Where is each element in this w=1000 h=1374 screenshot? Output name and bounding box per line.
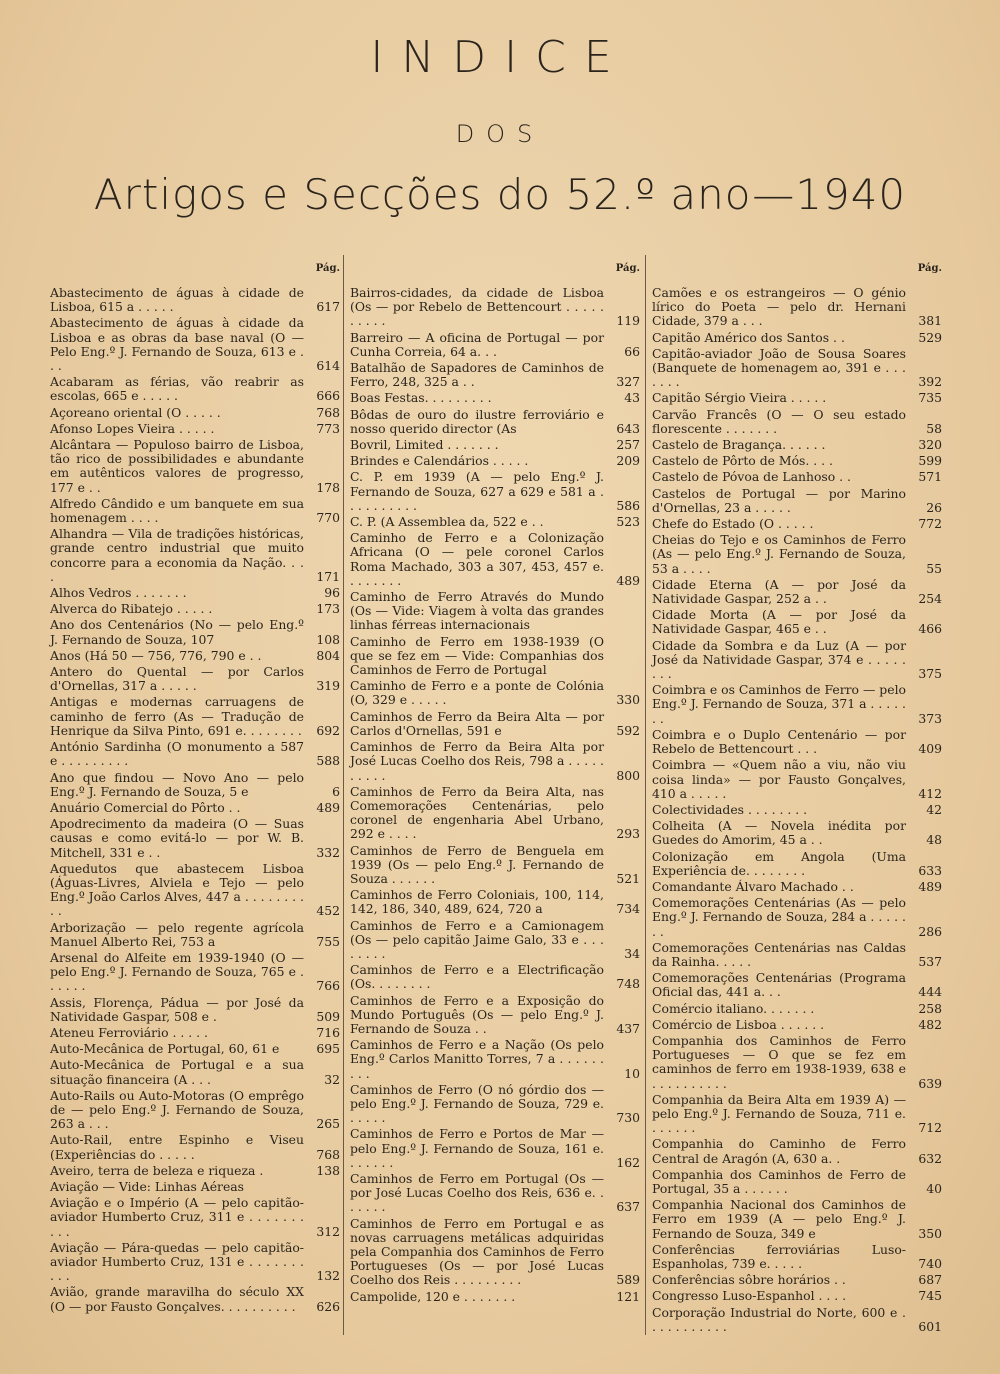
index-entry [652,347,942,390]
index-entry [652,331,942,345]
index-entry [652,1198,942,1241]
entry-page: 529 [918,329,942,345]
entry-page: 633 [918,862,942,878]
entry-text: Caminhos de Ferro da Beira Alta por José Lucas Coelho dos Reis, 798 a . . . . . . . . . . [350,739,604,783]
index-entry [652,683,942,726]
entry-page: 586 [616,497,640,513]
entry-text: Caminhos de Ferro e a Nação (Os pelo Eng.º Carlos Manitto Torres, 7 a . . . . . . . . . [350,1037,604,1081]
entry-text: Barreiro — A oficina de Portugal — por Cunha Correia, 64 a. . . [350,329,604,359]
index-subtitle: DOS [455,120,545,148]
index-entry [350,679,640,707]
index-entry [652,408,942,436]
entry-text: Capitão Américo dos Santos . . [652,329,845,345]
entry-text: Comércio de Lisboa . . . . . . [652,1016,825,1032]
index-entry [652,758,942,801]
entry-page: 32 [324,1071,340,1087]
entry-page: 537 [918,953,942,969]
entry-text: Alcântara — Populoso bairro de Lisboa, tão rico de possibilidades e abundante em autênticos valores de progresso, 177 e . . [50,437,304,495]
index-heading: Artigos e Secções do 52.º ano—1940 [93,170,907,219]
entry-page: 6 [332,783,340,799]
entry-page: 171 [316,568,340,584]
entry-page: 632 [918,1150,942,1166]
entry-page: 412 [918,785,942,801]
entry-text: Brindes e Calendários . . . . . [350,453,529,469]
entry-page: 489 [316,799,340,815]
entry-page: 770 [316,510,340,526]
entry-text: Caminhos de Ferro e a Electrificação (Os. . . . . . . . [350,962,604,992]
entry-page: 350 [918,1225,942,1241]
entry-page: 626 [316,1298,340,1314]
index-entry [50,406,340,420]
index-entry [50,618,340,646]
entry-text: Cidade Morta (A — por José da Natividade Gaspar, 465 e . . [652,607,906,637]
entry-text: Coimbra e o Duplo Centenário — por Rebelo de Bettencourt . . . [652,726,906,757]
entry-page: 687 [918,1272,942,1288]
entry-page: 26 [926,499,942,515]
index-entry [350,1290,640,1304]
entry-text: Caminhos de Ferro (O nó górdio dos — pelo Eng.º J. Fernando de Souza, 729 e. . . . . . [350,1081,604,1126]
entry-page: 571 [918,469,942,485]
entry-page: 132 [316,1268,340,1284]
entry-text: Abastecimento de águas à cidade da Lisboa e as obras da base naval (O — Pelo Eng.º J. Fernando de Souza, 613 e . . . [50,315,304,374]
entry-page: 768 [316,1146,340,1162]
entry-text: Caminhos de Ferro e Portos de Mar — pelo Eng.º J. Fernando de Souza, 161 e. . . . . . . [350,1126,604,1170]
index-column-2 [350,262,640,1306]
index-entry [350,888,640,916]
entry-text: Caminho de Ferro e a ponte de Colónia (O, 329 e . . . . . [350,678,604,708]
index-entry [652,1273,942,1287]
index-entry [50,771,340,799]
entry-text: Aviação e o Império (A — pelo capitão-aviador Humberto Cruz, 311 e . . . . . . . . . . [50,1195,304,1239]
entry-text: Cheias do Tejo e os Caminhos de Ferro (As — pelo Eng.º J. Fernando de Souza, 53 a . . . . [652,532,906,576]
index-entry [652,578,942,606]
entry-text: Auto-Mecânica de Portugal, 60, 61 e [50,1041,280,1057]
index-entry [652,1306,942,1334]
entry-page: 409 [918,741,942,757]
entry-page: 588 [316,753,340,769]
index-entry [652,819,942,847]
index-entry [350,1083,640,1126]
entry-text: Comemorações Centenárias (As — pelo Eng.º J. Fernando de Souza, 284 a . . . . . . . [652,895,906,939]
entry-page: 521 [616,870,640,886]
index-entry [50,1133,340,1161]
entry-text: Auto-Rails ou Auto-Motoras (O emprêgo de — pelo Eng.º J. Fernando de Souza, 263 a . . . [50,1087,304,1132]
entry-page: 773 [316,420,340,436]
entry-text: Acabaram as férias, vão reabrir as escolas, 665 e . . . . . [50,374,304,404]
entry-page: 734 [616,901,640,917]
index-entry [652,639,942,682]
entry-text: Comemorações Centenárias (Programa Oficial das, 441 a. . . [652,970,906,1000]
entry-page: 666 [316,388,340,404]
entry-text: Congresso Luso-Espanhol . . . . [652,1288,847,1304]
index-entry [350,286,640,329]
entry-text: Caminhos de Ferro Coloniais, 100, 114, 142, 186, 340, 489, 624, 720 a [350,887,604,917]
entry-text: Apodrecimento da madeira (O — Suas causas e como evitá-lo — por W. B. Mitchell, 331 e . . [50,816,304,860]
entry-page: 444 [918,984,942,1000]
entry-text: Caminhos de Ferro e a Exposição do Mundo Português (Os — pelo Eng.º J. Fernando de Souza . . [350,992,604,1036]
entry-page: 173 [316,601,340,617]
index-entry [652,728,942,756]
index-entry [652,1093,942,1136]
index-entry [50,1058,340,1086]
index-entry [50,921,340,949]
entry-page: 692 [316,722,340,738]
entry-page: 740 [918,1256,942,1271]
index-entry [652,286,942,329]
entry-page: 509 [316,1008,340,1024]
entry-text: Caminhos de Ferro da Beira Alta — por Carlos d'Ornellas, 591 e [350,708,604,738]
index-entry [350,740,640,783]
page-column-label: Pág. [615,263,640,274]
entry-text: C. P. (A Assemblea da, 522 e . . [350,514,544,530]
entry-page: 768 [316,404,340,420]
entry-page: 58 [926,420,942,436]
index-entry [652,1243,942,1271]
entry-page: 254 [918,591,942,607]
entry-text: Companhia do Caminho de Ferro Central de Aragón (A, 630 a. . [652,1136,906,1166]
entry-page: 437 [616,1020,640,1036]
entry-page: 745 [918,1288,942,1304]
index-entry [50,1196,340,1239]
index-entry [50,649,340,663]
entry-text: Carvão Francês (O — O seu estado florescente . . . . . . . [652,406,906,436]
index-entry [50,286,340,314]
entry-text: Arsenal do Alfeite em 1939-1940 (O — pelo Eng.º J. Fernando de Souza, 765 e . . . . . . [50,949,304,994]
index-entry [350,844,640,887]
entry-text: Companhia dos Caminhos de Ferro Portugueses — O que se fez em caminhos de ferro em 1938-1939, 638 e . . . . . . . . . . [652,1032,906,1091]
index-entry [350,361,640,389]
entry-page: 42 [926,801,942,817]
entry-text: Conferências sôbre horários . . [652,1272,846,1288]
entry-text: Caminho de Ferro em 1938-1939 (O que se fez em — Vide: Companhias dos Caminhos de Ferro de Portugal [350,633,604,678]
entry-text: Castelo de Bragança. . . . . . [652,437,826,453]
index-entry [50,951,340,994]
entry-text: Castelo de Póvoa de Lanhoso . . [652,469,851,485]
entry-text: Castelos de Portugal — por Marino d'Ornellas, 23 a . . . . . [652,485,906,515]
index-entry [50,438,340,495]
entry-page: 772 [918,516,942,532]
entry-text: Caminhos de Ferro da Beira Alta, nas Comemorações Centenárias, pelo coronel de engenharia Abel Urbano, 292 e . . . . [350,783,604,842]
entry-page: 312 [316,1223,340,1239]
entry-page: 178 [316,479,340,495]
entry-text: Auto-Rail, entre Espinho e Viseu (Experiências do . . . . . [50,1132,304,1162]
entry-text: Aveiro, terra de beleza e riqueza . [50,1162,264,1178]
entry-page: 639 [918,1075,942,1091]
entry-page: 108 [316,631,340,647]
index-entry [50,316,340,373]
entry-text: Caminho de Ferro e a Colonização Africana (O — pele coronel Carlos Roma Machado, 303 a 307, 453, 457 e. . . . . . . . [350,530,604,588]
index-entry [350,438,640,452]
page-column-label: Pág. [315,263,340,274]
index-entry [350,994,640,1037]
index-entry [350,785,640,842]
index-entry [350,391,640,405]
index-entry [652,1018,942,1032]
entry-page: 589 [616,1272,640,1288]
entry-page: 452 [316,903,340,919]
entry-text: Aviação — Vide: Linhas Aéreas [50,1178,245,1194]
index-entry [350,1038,640,1081]
column-divider [343,255,344,1335]
entry-text: António Sardinha (O monumento a 587 e . . . . . . . . . [50,739,304,769]
entry-page: 643 [616,420,640,436]
entry-text: Chefe do Estado (O . . . . . [652,516,814,532]
index-entry [50,1180,340,1194]
index-entry [50,602,340,616]
entry-page: 34 [624,945,640,961]
index-entry [50,497,340,525]
index-entry [652,1168,942,1196]
entry-text: Afonso Lopes Vieira . . . . . [50,420,215,436]
entry-text: Antero do Quental — por Carlos d'Ornellas, 317 a . . . . . [50,664,304,694]
index-column-1 [50,262,340,1316]
entry-page: 637 [616,1199,640,1215]
entry-page: 320 [918,437,942,453]
entry-text: Caminhos de Ferro em Portugal e as novas carruagens metálicas adquiridas pela Companhia dos Caminhos de Ferro Portugueses (Os — por José Lucas Coelho dos Reis . . . . . . . . . [350,1215,604,1288]
index-entry [652,896,942,939]
index-entry [50,695,340,738]
index-entry [50,586,340,600]
entry-page: 330 [616,692,640,708]
index-entry [652,1289,942,1303]
index-entry [350,635,640,678]
entry-page: 716 [316,1024,340,1040]
entry-text: Aviação — Pára-quedas — pelo capitão-aviador Humberto Cruz, 131 e . . . . . . . . . . [50,1239,304,1284]
index-entry [350,919,640,962]
entry-page: 755 [316,933,340,949]
index-entry [50,527,340,584]
entry-text: Ano que findou — Novo Ano — pelo Eng.º J. Fernando de Souza, 5 e [50,769,304,799]
entry-page: 293 [616,826,640,842]
index-column-3 [652,262,942,1336]
index-entry [652,438,942,452]
entry-text: Bovril, Limited . . . . . . . [350,437,499,453]
entry-page: 601 [918,1318,942,1334]
entry-text: Bôdas de ouro do ilustre ferroviário e nosso querido director (As [350,406,604,436]
entry-page: 138 [316,1162,340,1178]
entry-page: 265 [316,1116,340,1132]
entry-text: Ano dos Centenários (No — pelo Eng.º J. Fernando de Souza, 107 [50,617,304,647]
index-entry [350,1172,640,1215]
entry-text: Cidade Eterna (A — por José da Natividade Gaspar, 252 a . . [652,576,906,607]
entry-text: C. P. em 1939 (A — pelo Eng.º J. Fernando de Souza, 627 a 629 e 581 a . . . . . . . . . . [350,469,604,513]
entry-page: 730 [616,1110,640,1126]
entry-page: 800 [616,767,640,783]
index-entry [652,1002,942,1016]
entry-text: Capitão Sérgio Vieira . . . . . [652,390,827,406]
index-entry [50,1285,340,1313]
entry-text: Colectividades . . . . . . . . [652,801,808,817]
entry-text: Comércio italiano. . . . . . . [652,1000,815,1016]
entry-page: 10 [624,1065,640,1081]
entry-text: Cidade da Sombra e da Luz (A — por José da Natividade Gaspar, 374 e . . . . . . . . [652,637,906,682]
entry-page: 55 [926,560,942,576]
entry-text: Caminhos de Ferro em Portugal (Os — por José Lucas Coelho dos Reis, 636 e. . . . . . . [350,1170,604,1215]
entry-page: 466 [918,621,942,637]
index-entry [652,470,942,484]
entry-page: 614 [316,358,340,374]
entry-text: Colonização em Angola (Uma Experiência de. . . . . . . . [652,848,906,878]
index-entry [652,803,942,817]
entry-text: Boas Festas. . . . . . . . . [350,390,492,406]
entry-page: 119 [616,313,640,329]
entry-page: 209 [616,453,640,469]
entry-text: Companhia da Beira Alta em 1939 A) — pelo Eng.º J. Fernando de Souza, 711 e. . . . . . . [652,1091,906,1136]
entry-text: Avião, grande maravilha do século XX (O — por Fausto Gonçalves. . . . . . . . . . [50,1284,304,1314]
index-entry [350,1127,640,1170]
entry-page: 162 [616,1154,640,1170]
entry-text: Aquedutos que abastecem Lisboa (Águas-Livres, Alviela e Tejo — pelo Eng.º João Carlos Alves, 447 a . . . . . . . . . . [50,860,304,919]
index-entry [350,331,640,359]
entry-text: Alfredo Cândido e um banquete em sua homenagem . . . . [50,495,304,526]
index-entry [652,391,942,405]
index-entry [652,517,942,531]
index-entry [652,487,942,515]
entry-page: 804 [316,647,340,663]
entry-text: Campolide, 120 e . . . . . . . [350,1288,516,1304]
entry-text: Arborização — pelo regente agrícola Manuel Alberto Rei, 753 a [50,919,304,949]
entry-page: 712 [918,1120,942,1136]
index-entry [350,710,640,738]
index-entry [652,608,942,636]
index-entry [50,1089,340,1132]
index-entry [50,422,340,436]
entry-text: Alhandra — Vila de tradições históricas, grande centro industrial que muito concorre para a economia da Nação. . . . [50,526,304,584]
entry-text: Corporação Industrial do Norte, 600 e . . . . . . . . . . . [652,1304,906,1334]
entry-text: Ateneu Ferroviário . . . . . [50,1024,208,1040]
entry-page: 599 [918,453,942,469]
index-entry [50,1164,340,1178]
index-entry [652,941,942,969]
entry-text: Conferências ferroviárias Luso-Espanholas, 739 e. . . . . [652,1241,906,1271]
entry-page: 748 [616,976,640,992]
index-entry [50,665,340,693]
entry-page: 373 [918,710,942,726]
index-entry [50,1042,340,1056]
entry-text: Batalhão de Sapadores de Caminhos de Ferro, 248, 325 a . . [350,360,604,390]
entry-page: 319 [316,678,340,694]
entry-text: Açoreano oriental (O . . . . . [50,404,221,420]
column-divider [645,255,646,1335]
entry-text: Anuário Comercial do Pôrto . . [50,799,241,815]
index-entry [652,971,942,999]
entry-text: Caminhos de Ferro de Benguela em 1939 (Os — pelo Eng.º J. Fernando de Souza . . . . . . [350,842,604,886]
entry-text: Anos (Há 50 — 756, 776, 790 e . . [50,647,262,663]
entry-text: Comandante Álvaro Machado . . [652,878,854,894]
entry-page: 286 [918,923,942,939]
entry-text: Colheita (A — Novela inédita por Guedes do Amorim, 45 a . . [652,818,906,848]
entry-page: 257 [616,437,640,453]
entry-page: 482 [918,1016,942,1032]
entry-text: Capitão-aviador João de Sousa Soares (Banquete de homenagem ao, 391 e . . . . . . . [652,345,906,390]
entry-text: Comemorações Centenárias nas Caldas da Rainha. . . . . [652,939,906,969]
index-entry [652,533,942,576]
entry-text: Caminhos de Ferro e a Camionagem (Os — pelo capitão Jaime Galo, 33 e . . . . . . . . [350,917,604,961]
entry-text: Assis, Florença, Pádua — por José da Natividade Gaspar, 508 e . [50,994,304,1024]
index-entry [350,454,640,468]
index-entry [350,470,640,513]
entry-page: 489 [918,878,942,894]
entry-page: 766 [316,978,340,994]
entry-text: Auto-Mecânica de Portugal e a sua situação financeira (A . . . [50,1057,304,1087]
entry-text: Companhia dos Caminhos de Ferro de Portugal, 35 a . . . . . . [652,1166,906,1196]
index-entry [652,850,942,878]
entry-page: 392 [918,374,942,390]
index-entry [350,515,640,529]
index-entry [652,1034,942,1091]
index-entry [50,740,340,768]
index-entry [350,408,640,436]
entry-text: Castelo de Pôrto de Mós. . . . [652,453,833,469]
index-entry [50,862,340,919]
page-column-label: Pág. [917,263,942,274]
index-entry [50,801,340,815]
index-entry [350,1217,640,1288]
entry-page: 375 [918,666,942,682]
entry-page: 332 [316,844,340,860]
entry-text: Alverca do Ribatejo . . . . . [50,601,213,617]
index-entry [50,817,340,860]
index-entry [50,1026,340,1040]
index-title: INDICE [370,32,630,83]
index-entry [652,1137,942,1165]
entry-page: 617 [316,299,340,315]
entry-text: Alhos Vedros . . . . . . . [50,585,187,601]
entry-page: 592 [616,722,640,738]
entry-text: Companhia Nacional dos Caminhos de Ferro em 1939 (A — pelo Eng.º J. Fernando de Souza, 349 e [652,1197,906,1241]
index-entry [350,963,640,991]
index-entry [50,1241,340,1284]
index-entry [50,375,340,403]
entry-page: 489 [616,572,640,588]
entry-page: 735 [918,390,942,406]
entry-page: 327 [616,374,640,390]
index-entry [652,454,942,468]
entry-page: 66 [624,343,640,359]
entry-text: Abastecimento de águas à cidade de Lisboa, 615 a . . . . . [50,285,304,315]
entry-text: Camões e os estrangeiros — O génio lírico do Poeta — pelo dr. Hernani Cidade, 379 a . . . [652,285,906,329]
entry-text: Coimbra — «Quem não a viu, não viu coisa linda» — por Fausto Gonçalves, 410 a . . . . . [652,757,906,801]
index-entry [350,590,640,633]
entry-page: 96 [324,585,340,601]
entry-page: 258 [918,1000,942,1016]
index-entry [652,880,942,894]
entry-page: 121 [616,1288,640,1304]
index-entry [350,531,640,588]
entry-text: Coimbra e os Caminhos de Ferro — pelo Eng.º J. Fernando de Souza, 371 a . . . . . . . [652,682,906,726]
entry-page: 43 [624,390,640,406]
entry-page: 695 [316,1041,340,1057]
entry-page: 381 [918,313,942,329]
entry-text: Antigas e modernas carruagens de caminho de ferro (As — Tradução de Henrique da Silva Pinto, 691 e. . . . . . . . [50,694,304,738]
entry-text: Caminho de Ferro Através do Mundo (Os — Vide: Viagem à volta das grandes linhas férreas internacionais [350,589,604,633]
index-entry [50,996,340,1024]
entry-text: Bairros-cidades, da cidade de Lisboa (Os — por Rebelo de Bettencourt . . . . . . . . . . [350,285,604,329]
entry-page: 48 [926,832,942,848]
entry-page: 40 [926,1180,942,1196]
entry-page: 523 [616,514,640,530]
